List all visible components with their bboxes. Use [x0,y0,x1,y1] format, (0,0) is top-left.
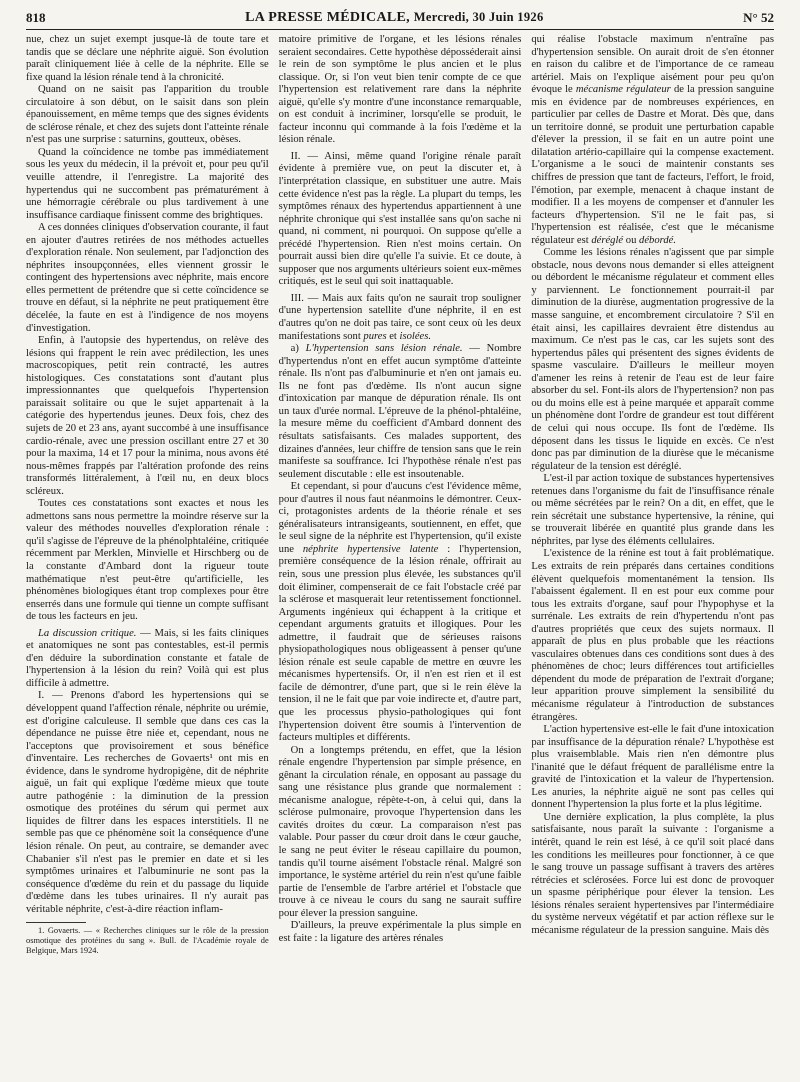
issue-number: N° 52 [743,10,774,25]
paragraph: Comme les lésions rénales n'agissent que par simple obstacle, nous devons nous demander si elles atteignent ou débordent le mécanisme régulateur et comment elles y parviennent. Le fonctionnement pourrait-il par diminution de la diurèse, augmentation progressive de la masse sanguine, et encombrement circulatoire ? S'il en était ainsi, les capillaires devraient être distendus au maximum. Ce n'est pas le cas, car les sujets sont des hypertendus pâles qui présentent des signes évidents de spasme vasculaire. D'ailleurs le meilleur moyen d'amener les reins à retenir de l'eau est de leur faire absorber du sel. Font-ils alors de l'hypertension? non pas ou du moins elle est à peine marquée et apparaît comme un phénomène dont l'ordre de grandeur est tout différent de celui qui nous occupe. Ils font de l'œdème. Ils déposent dans les tissus le liquide en excès. Ce n'est donc pas par diminution de la diurèse que le mécanisme régulateur de la tension est déréglé. [531,247,775,472]
paragraph: a) L'hypertension sans lésion rénale. — Nombre d'hypertendus n'ont en effet aucun symptôme d'atteinte rénale. Ils n'ont pas d'albuminurie et n'en ont jamais eu. Ils ne font pas d'œdème. Ils n'ont aucun signe d'intoxication par manque de dépuration rénale. Ils ont un taux d'urée normal. L'épreuve de la phénol-phtaléine, la mesure même du coefficient d'Ambard donnent des résultats satisfaisants. Ces malades supportent, des dizaines d'années, leur chiffre de tension sans que le rein manifeste sa souffrance. Ici l'hypothèse rénale n'est pas seulement discutable : elle est insoutenable. [278,343,522,480]
section-lead: La discussion critique. [38,627,137,639]
journal-title: LA PRESSE MÉDICALE, [245,10,410,25]
paragraph: L'existence de la rénine est tout à fait problématique. Les extraits de rein préparés dans certaines conditions élèvent quelquefois momentanément la tension. Ils l'abaissent également. Il en est pour eux comme pour tous les extraits d'organe, sauf pour l'hypophyse et la surrénale. Les extraits de rein d'hypertendu n'ont pas d'autres propriétés que ceux des sujets normaux. Il apparaît de plus en plus probable que les réactions vasculaires obtenues dans ces conditions sont dues à des phénomènes de choc; leurs différences tout artificielles dépendent du mode de préparation de l'extrait d'organe; leur apparition prouve simplement la sensibilité du mécanisme régulateur à l'introduction de substances étrangères. [531,548,775,723]
column-1 [26,34,269,1074]
paragraph: L'est-il par action toxique de substances hypertensives retenues dans l'organisme du fait de l'insuffisance rénale ou même sécrétées par le rein? On a dit, en effet, que le rein sécrétait une substance hypertensive, la rénine, qui se trouverait libérée en quantité plus grande dans les néphrites, par lyse des éléments cellulaires. [531,473,775,547]
paragraph: Toutes ces constatations sont exactes et nous les admettons sans nous permettre la moindre réserve sur la valeur des méthodes nouvelles d'exploration rénale : qu'il s'agisse de l'épreuve de la phénolphtaléine, critiquée récemment par Merklen, Minvielle et Hirschberg ou de la constante d'Ambard dont la rigueur toute mathématique n'est peut-être qu'artificielle, les phénomènes biologiques étant trop complexes pour être enserrés dans une formule qui tienne un compte suffisant de tous les facteurs en jeu. [26,498,269,623]
paragraph: matoire primitive de l'organe, et les lésions rénales seraient secondaires. Cette hypothèse déposséderait ainsi le rein de son symptôme le plus ancien et le plus classique. Or, si l'on veut bien tenir compte de ce que l'hypertension est relativement rare dans la néphrite aiguë, qu'elle s'y montre d'une inconstance remarquable, on est conduit à incriminer, lorsqu'elle se produit, le facteur inconnu qui commande à la fois l'œdème et la lésion rénale. [278,34,522,146]
article-columns [26,34,774,1074]
footnote-rule [26,922,86,923]
paragraph: Quand la coïncidence ne tombe pas immédiatement sous les yeux du médecin, il la prévoit et, pour peu qu'il veuille attendre, il l'enregistre. La majorité des hypertendus qui ne succombent pas prématurément à une hémorragie cérébrale ou plus tardivement à une insuffisance cardiaque finissent comme des brightiques. [26,146,269,221]
footnote: 1. Govaerts. — « Recherches cliniques sur le rôle de la pression osmotique des protéines du sang ». Bull. de l'Académie royale de Belgique, Mars 1924. [26,926,269,956]
masthead [245,10,543,26]
section-lead: L'hypertension sans lésion rénale. [305,343,463,355]
paragraph: D'ailleurs, la preuve expérimentale la plus simple en est faite : la ligature des artères rénales [278,920,522,944]
paragraph: Une dernière explication, la plus complète, la plus satisfaisante, nous paraît la suivante : l'organisme a intérêt, quand le rein est lésé, à ce qu'il soit placé dans les conditions les meilleures pour fonctionner, à ce que le sang trouve un passage suffisant à travers des artères rétrécies et sclérosées. Force lui est donc de provoquer un spasme périphérique pour élever la tension. Les lésions rénales seraient hypertensives par l'intermédiaire du système nerveux végétatif et par action réflexe sur le mécanisme régulateur de la pression sanguine. Mais dès [531,811,775,936]
paragraph: I. — Prenons d'abord les hypertensions qui se développent quand l'affection rénale, néphrite ou urémie, est d'origine calculeuse. Il semble que dans ces cas la dépendance ne puisse être niée et, cependant, nous ne l'acceptons que provisoirement et sous bénéfice d'inventaire. Les recherches de Govaerts¹ ont mis en évidence, dans le syndrome hydropigène, dit de néphrite aiguë, un fait qui explique l'œdème mieux que toute autre pathogénie : la diminution de la pression osmotique des protéines du sérum qui permet aux liquides de filtrer dans les espaces interstitiels. Il ne semble pas que ce phénomène soit la conséquence d'une lésion rénale. On peut, au contraire, se demander avec Chabanier s'il n'est pas le premier en date et si les symptômes urinaires et l'albuminurie ne sont pas la conséquence d'œdème du rein et du passage du liquide d'œdème dans les tubes urinaires. Il n'y aurait pas véritable néphrite, c'est-à-dire réaction inflam- [26,690,269,915]
paragraph: II. — Ainsi, même quand l'origine rénale paraît évidente à première vue, on peut la discuter et, à l'interprétation classique, en substituer une autre. Mais cette évidence n'est pas la règle. La plupart du temps, les symptômes rénaux des hypertendus appartiennent à une néphrite chronique qui s'est installée sans qu'on sache ni quand, ni comment, ni pourquoi. On suppose qu'elle a précédé l'hypertension. Rien n'est moins certain. On pourrait aussi bien dire qu'elle l'a suivie. Et ce doute, à supposer que nos arguments ultérieurs soient eux-mêmes critiqués, est le seul qui soit inattaquable. [278,150,522,288]
paragraph: nue, chez un sujet exempt jusque-là de toute tare et tandis que se déclare une néphrite aiguë. Son évolution paraît cliniquement liée à celle de la néphrite. Elle se fixe quand la lésion rénale tend à la chronicité. [26,34,269,83]
paragraph: On a longtemps prétendu, en effet, que la lésion rénale engendre l'hypertension par simple présence, en gênant la circulation rénale, en opposant au passage du sang une résistance plus grande que normalement : mécanisme analogue, répète-t-on, à celui qui, dans la sclérose pulmonaire, provoque l'hypertension dans les cavités droites du cœur. La comparaison n'est pas valable. Pour passer du cœur droit dans le cœur gauche, le sang ne peut éviter le réseau capillaire du poumon, tandis qu'il tourne aisément l'obstacle rénal. Malgré son importance, le système artériel du rein n'est qu'une faible partie de l'ensemble de l'arbre artériel et l'obstacle que trouve à ce niveau le cours du sang ne saurait suffire pour élever la pression sanguine. [278,744,522,919]
paragraph: III. — Mais aux faits qu'on ne saurait trop souligner d'une hypertension satellite d'une néphrite, il en est d'autres qu'on ne doit pas taire, ce sont ceux où les deux manifestations sont pures et isolées. [278,292,522,342]
page-number: 818 [26,10,46,25]
paragraph: Enfin, à l'autopsie des hypertendus, on relève des lésions qui frappent le rein avec prédilection, les unes macroscopiques, petit rein contracté, les autres histologiques. Ces constatations sont d'autant plus impressionnantes que quelquefois l'hypertension paraissait solitaire ou que le sujet appartenait à la catégorie des hypertendus jeunes. Deux fois, chez des sujets de 20 et 23 ans, ayant succombé à une insuffisance cardio-rénale, avec une pression oscillant entre 27 et 30 pour la maxima, 14 et 17 pour la minima, nous avons été nous-mêmes frappés par l'altération profonde des reins transformés littéralement, à l'œil nu, en deux blocs scléreux. [26,335,269,497]
issue-date: Mercredi, 30 Juin 1926 [413,10,544,24]
paragraph: La discussion critique. — Mais, si les faits cliniques et anatomiques ne sont pas contestables, est-il permis d'en déduire la subordination constante et fatale de l'hypertension à la lésion du rein? Voilà qui est plus difficile à admettre. [26,627,269,689]
paragraph: qui réalise l'obstacle maximum n'entraîne pas d'hypertension sensible. On aurait droit de s'en étonner en raison du calibre et de l'importance de ce rameau artériel. Mais on l'explique aisément pour peu qu'on évoque le mécanisme régulateur de la pression sanguine mis en évidence par de nombreuses expériences, en particulier par celles de Dastre et Morat. Dès que, dans un territoire donné, se produit une perturbation capable d'élever la pression, il se fait en un autre point une dilatation artério-capillaire qui la compense exactement. L'organisme a le souci de maintenir constants ses chiffres de pression que tant de facteurs, l'effort, le froid, l'émotion, par exemple, menacent à chaque instant de modifier. Il a les moyens de compenser et d'annuler les facteurs d'hypertension. S'il ne le fait pas, si l'hypertension est réalisée, c'est que le mécanisme régulateur est déréglé ou débordé. [531,34,775,246]
paragraph: L'action hypertensive est-elle le fait d'une intoxication par insuffisance de la dépuration rénale? L'hypothèse est plus vraisemblable. Mais rien n'en démontre plus l'inanité que le défaut fréquent de parallélisme entre la gravité de l'intoxication et la valeur de l'hypertension. Les anuries, la néphrite aiguë ne sont pas celles qui donnent l'hypertension la plus forte et la plus légitime. [531,724,775,811]
column-2 [279,34,522,1074]
column-3 [531,34,774,1074]
running-header [26,6,774,30]
paragraph: A ces données cliniques d'observation courante, il faut en ajouter d'autres retirées de nos méthodes actuelles d'exploration rénale. Non seulement, par l'adjonction des néphrites insoupçonnées, elles viennent grossir le contingent des hypertensions avec néphrite, mais encore elles permettent de prétendre que si cette coïncidence se trouve en défaut, si la néphrite ne peut pratiquement être décelée, la faute en est à l'indigence de nos moyens d'investigation. [26,222,269,334]
paragraph: Et cependant, si pour d'aucuns c'est l'évidence même, pour d'autres il nous faut néanmoins le démontrer. Ceux-ci, protagonistes ardents de la théorie rénale et ses généralisateurs intransigeants, soutiennent, en effet, que le seul signe de la néphrite est l'hypertension, qu'il existe une néphrite hypertensive latente : l'hypertension, première conséquence de la lésion rénale, offrirait au rein, sous une pression plus élevée, les substances qu'il doit éliminer, compenserait de ce fait l'obstacle créé par la sclérose et masquerait leur retentissement fonctionnel. Arguments ingénieux qui échappent à la critique et cependant arguments gratuits et illogiques. Pour les admettre, il faudrait que de sérieuses raisons physiopathologiques nous obligeassent à penser qu'une lésion rénale est seule capable de mettre en œuvre les mécanismes hypertensifs. Or, il n'en est rien et il est facile de démontrer, d'une part, que si le rein élève la tension, il ne le fait que par voie indirecte et, d'autre part, que les processus physio-pathologiques qui font l'hypertension doivent être soumis à l'intervention de facteurs multiples et différents. [278,481,522,744]
paragraph: Quand on ne saisit pas l'apparition du trouble circulatoire à son début, on le saisit dans son plein épanouissement, en même temps que des signes évidents de sclérose rénale, et chez des sujets dont l'atteinte rénale n'est pas une surprise : saturnins, goutteux, obèses. [26,84,269,146]
header-rule [26,29,774,30]
